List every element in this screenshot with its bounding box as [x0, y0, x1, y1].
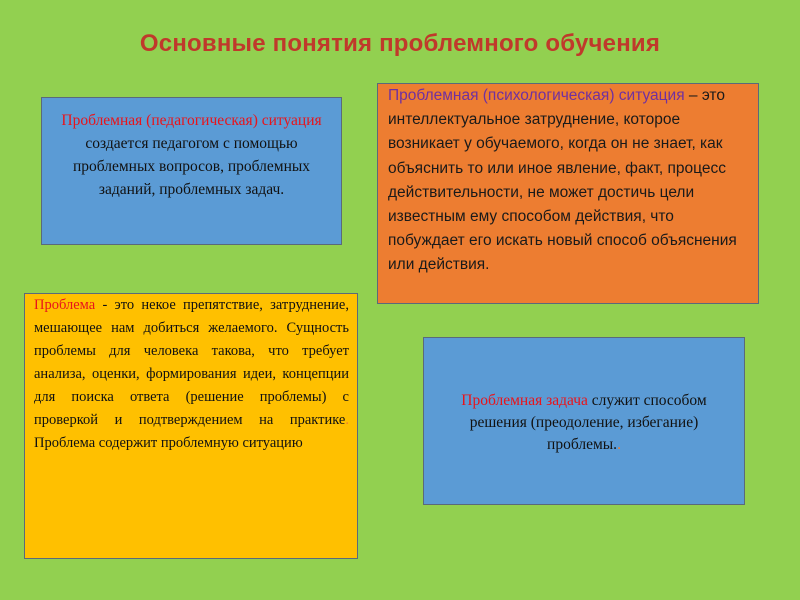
- pedagogical-situation-box: [41, 97, 342, 245]
- problem-task-text: служит способом решения (преодоление, избегание) проблемы.: [469, 392, 707, 453]
- problem-task-box: [423, 337, 745, 505]
- psychological-situation-box: [377, 83, 759, 304]
- problem-task-term: Проблемная задача: [461, 392, 588, 409]
- problem-definition-box: [24, 293, 358, 559]
- problem-text: - это некое препятствие, затруднение, мешающее нам добиться желаемого. Сущность проблемы для человека такова, что требует анализа, оценки, формирования идеи, концепции для поиска ответа (решение проблемы) с проверкой и подтверждением на практике: [34, 297, 349, 428]
- pedagogical-situation-text: создается педагогом с помощью проблемных вопросов, проблемных заданий, проблемных задач.: [72, 135, 311, 198]
- problem-task-dot: .: [617, 436, 621, 453]
- psychological-situation-term: Проблемная (психологическая) ситуация: [388, 87, 685, 104]
- slide-title: Основные понятия проблемного обучения: [139, 30, 661, 57]
- problem-text-2: Проблема содержит проблемную ситуацию: [34, 435, 303, 451]
- pedagogical-situation-term: Проблемная (педагогическая) ситуация: [61, 112, 322, 129]
- psychological-situation-text: – это интеллектуальное затруднение, которое возникает у обучаемого, когда он не знает, как объяснить то или иное явление, факт, процесс действительности, не может достичь цели известным ему способом действия, что побуждает его искать новый способ объяснения или действия.: [388, 87, 737, 274]
- problem-term: Проблема: [34, 297, 96, 313]
- problem-dot: .: [345, 412, 349, 428]
